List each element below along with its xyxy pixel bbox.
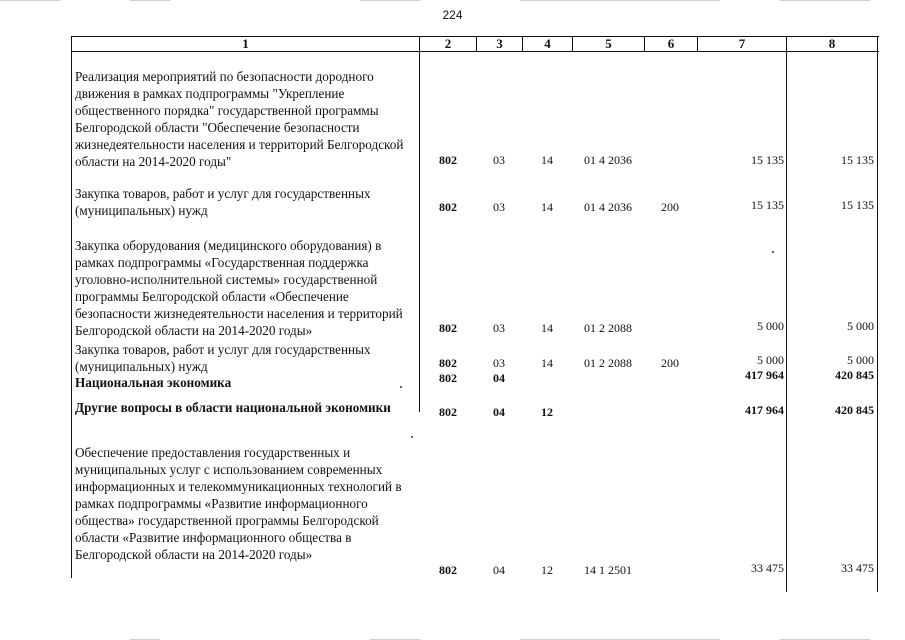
cell-ministry-code: 802 (439, 563, 457, 577)
scan-dot (772, 251, 774, 253)
col-border (877, 37, 878, 592)
cell-section: 03 (493, 200, 505, 214)
header-col-1: 1 (242, 36, 249, 51)
cell-amount-7: 15 135 (751, 198, 784, 212)
cell-amount-8: 5 000 (847, 353, 874, 367)
row-description: Закупка товаров, работ и услуг для государственных (муниципальных) нужд (75, 186, 371, 218)
cell-expense-type: 200 (661, 200, 679, 214)
header-col-2: 2 (444, 36, 452, 51)
cell-ministry-code: 802 (439, 321, 457, 335)
cell-amount-8: 420 845 (835, 403, 874, 417)
row-description: Обеспечение предоставления государственных и муниципальных услуг с использованием современных информационных и телекоммуникационных технологий в рамках подпрограммы «Развитие информационного общества» государственной программы Белгородской области «Развитие информационного общества в Белгородской области на 2014-2020 годы» (75, 445, 402, 562)
header-col-8: 8 (828, 36, 836, 51)
cell-target-article: 01 2 2088 (584, 321, 632, 335)
cell-section: 04 (493, 563, 505, 577)
cell-amount-8: 5 000 (847, 319, 874, 333)
row-description: Закупка товаров, работ и услуг для государственных (муниципальных) нужд (75, 342, 371, 374)
cell-amount-8: 15 135 (841, 153, 874, 167)
cell-section: 03 (493, 153, 505, 167)
cell-target-article: 01 2 2088 (584, 356, 632, 370)
cell-ministry-code: 802 (439, 405, 457, 419)
header-col-3: 3 (496, 36, 503, 51)
col-border (786, 37, 787, 592)
cell-subsection: 14 (541, 356, 553, 370)
cell-amount-8: 420 845 (835, 368, 874, 382)
scan-dot (400, 386, 402, 388)
cell-subsection: 14 (541, 200, 553, 214)
page-number: 224 (442, 8, 463, 22)
cell-amount-7: 5 000 (757, 353, 784, 367)
row-description: Закупка оборудования (медицинского оборудования) в рамках подпрограммы «Государственная поддержка уголовно-исполнительной системы» государственной программы Белгородской области «Обеспечение безопасности жизнедеятельности населения и территорий Белгородской области на 2014-2020 годы» (75, 238, 403, 338)
cell-ministry-code: 802 (439, 371, 457, 385)
cell-subsection: 12 (541, 563, 553, 577)
cell-amount-7: 33 475 (751, 561, 784, 575)
cell-amount-7: 5 000 (757, 319, 784, 333)
header-col-4: 4 (544, 36, 551, 51)
cell-subsection: 14 (541, 321, 553, 335)
header-col-6: 6 (667, 36, 675, 51)
cell-section: 04 (493, 371, 505, 385)
cell-amount-8: 33 475 (841, 561, 874, 575)
cell-amount-7: 417 964 (745, 368, 784, 382)
cell-ministry-code: 802 (439, 153, 457, 167)
cell-amount-7: 417 964 (745, 403, 784, 417)
cell-target-article: 14 1 2501 (584, 563, 632, 577)
cell-subsection: 12 (541, 405, 553, 419)
header-col-5: 5 (605, 36, 612, 51)
cell-amount-7: 15 135 (751, 153, 784, 167)
cell-section: 03 (493, 356, 505, 370)
header-col-7: 7 (738, 36, 746, 51)
cell-target-article: 01 4 2036 (584, 200, 632, 214)
cell-expense-type: 200 (661, 356, 679, 370)
cell-target-article: 01 4 2036 (584, 153, 632, 167)
cell-section: 04 (493, 405, 505, 419)
cell-ministry-code: 802 (439, 356, 457, 370)
cell-subsection: 14 (541, 153, 553, 167)
scan-dot (411, 436, 413, 438)
row-description: Другие вопросы в области национальной экономики (75, 400, 391, 415)
cell-section: 03 (493, 321, 505, 335)
row-description: Национальная экономика (75, 375, 232, 390)
cell-ministry-code: 802 (439, 200, 457, 214)
row-description: Реализация мероприятий по безопасности дородного движения в рамках подпрограммы "Укрепление общественного порядка" государственной программы Белгородской области "Обеспечение безопасности жизнедеятельности населения и территорий Белгородской области на 2014-2020 годы" (75, 69, 404, 169)
cell-amount-8: 15 135 (841, 198, 874, 212)
col-border (71, 37, 72, 578)
